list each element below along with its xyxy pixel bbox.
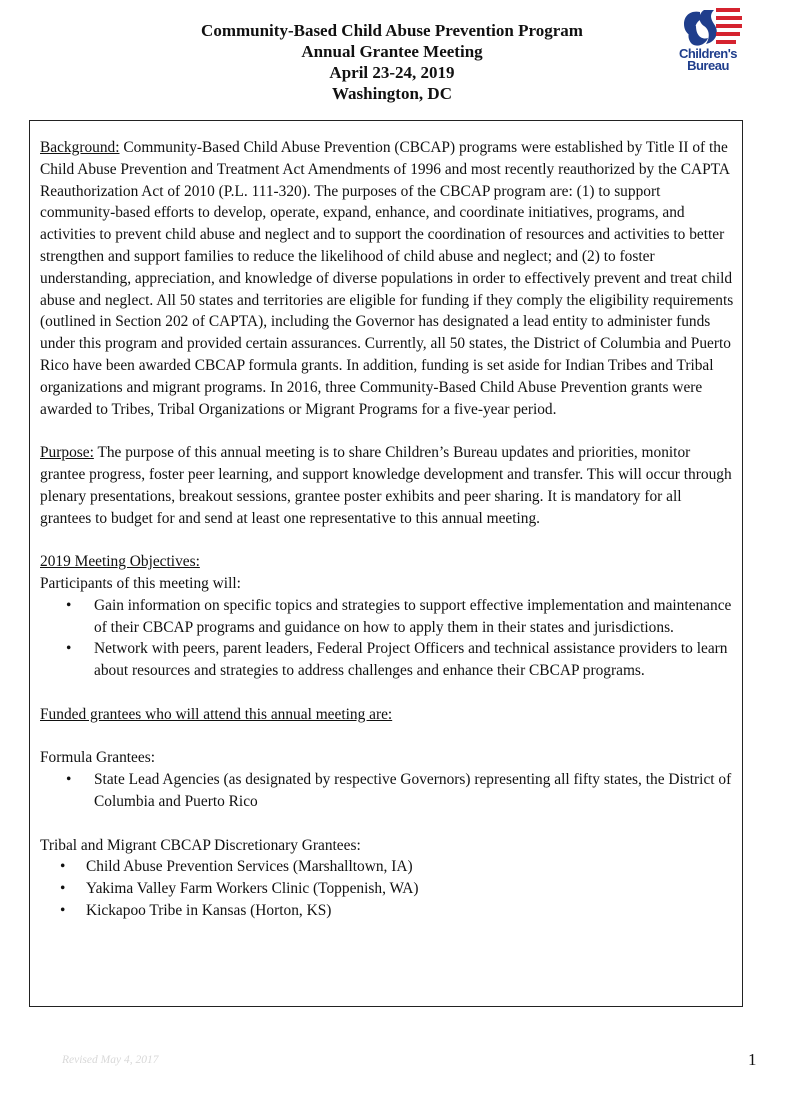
revised-note: Revised May 4, 2017 bbox=[62, 1054, 159, 1066]
list-item: • Child Abuse Prevention Services (Marshalltown, IA) bbox=[40, 856, 734, 878]
header-location: Washington, DC bbox=[332, 84, 452, 103]
childrens-bureau-logo bbox=[670, 4, 746, 74]
list-item: • State Lead Agencies (as designated by respective Governors) representing all fifty states, the District of Columbia and Puerto Rico bbox=[40, 769, 734, 813]
background-text: Community-Based Child Abuse Prevention (CBCAP) programs were established by Title II of the Child Abuse Prevention and Treatment Act Amendments of 1996 and most recently reauthorized by the CAPTA Reauthorization Act of 2010 (P.L. 111-320). The purposes of the CBCAP program are: (1) to support community-based efforts to develop, operate, expand, enhance, and coordinate initiatives, programs, and activities to prevent child abuse and neglect and to support the coordination of resources and activities to better strengthen and support families to reduce the likelihood of child abuse and neglect; and (2) to foster understanding, appreciation, and knowledge of diverse populations in order to effectively prevent and treat child abuse and neglect. All 50 states and territories are eligible for funding if they comply the eligibility requirements (outlined in Section 202 of CAPTA), including the Governor has designated a lead entity to administer funds under this program and provided certain assurances. Currently, all 50 states, the District of Columbia and Puerto Rico have been awarded CBCAP formula grants. In addition, funding is set aside for Indian Tribes and Tribal organizations and migrant programs. In 2016, three Community-Based Child Abuse Prevention grants were awarded to Tribes, Tribal Organizations or Migrant Programs for a five-year period. bbox=[40, 139, 734, 418]
list-item: • Yakima Valley Farm Workers Clinic (Toppenish, WA) bbox=[40, 878, 734, 900]
background-heading: Background: bbox=[40, 139, 120, 156]
logo-wordmark bbox=[670, 48, 746, 72]
header-title: Community-Based Child Abuse Prevention Program bbox=[201, 21, 583, 40]
tribal-heading: Tribal and Migrant CBCAP Discretionary Grantees: bbox=[40, 836, 361, 854]
purpose-paragraph bbox=[40, 442, 734, 529]
logo-text-line1: Children's bbox=[678, 46, 738, 61]
logo-text-line2: Bureau bbox=[687, 58, 729, 73]
formula-heading: Formula Grantees: bbox=[40, 749, 155, 767]
formula-list bbox=[40, 769, 734, 813]
tribal-list bbox=[40, 856, 734, 921]
header-date: April 23-24, 2019 bbox=[329, 63, 455, 82]
list-item: • Kickapoo Tribe in Kansas (Horton, KS) bbox=[40, 900, 734, 922]
purpose-heading: Purpose: bbox=[40, 444, 94, 462]
document-header bbox=[0, 20, 784, 104]
header-subtitle: Annual Grantee Meeting bbox=[301, 42, 483, 61]
objectives-intro: Participants of this meeting will: bbox=[40, 574, 241, 592]
objectives-heading: 2019 Meeting Objectives: bbox=[40, 553, 200, 571]
background-paragraph bbox=[40, 137, 734, 420]
content-box bbox=[29, 120, 743, 1007]
objectives-list bbox=[40, 595, 734, 682]
purpose-text: The purpose of this annual meeting is to share Children’s Bureau updates and priorities, monitor grantee progress, foster peer learning, and support knowledge development and transfer. This will occur through plenary presentations, breakout sessions, grantee poster exhibits and peer sharing. It is mandatory for all grantees to budget for and send at least one representative to this annual meeting. bbox=[40, 444, 732, 527]
list-item: • Network with peers, parent leaders, Federal Project Officers and technical assistance providers to learn about resources and strategies to address challenges and enhance their CBCAP programs. bbox=[40, 638, 734, 682]
page-number: 1 bbox=[748, 1050, 757, 1069]
funded-heading: Funded grantees who will attend this annual meeting are: bbox=[40, 705, 393, 723]
logo-flag-icon bbox=[670, 4, 746, 48]
list-item: • Gain information on specific topics and strategies to support effective implementation and maintenance of their CBCAP programs and guidance on how to apply them in their states and jurisdictions. bbox=[40, 595, 734, 639]
